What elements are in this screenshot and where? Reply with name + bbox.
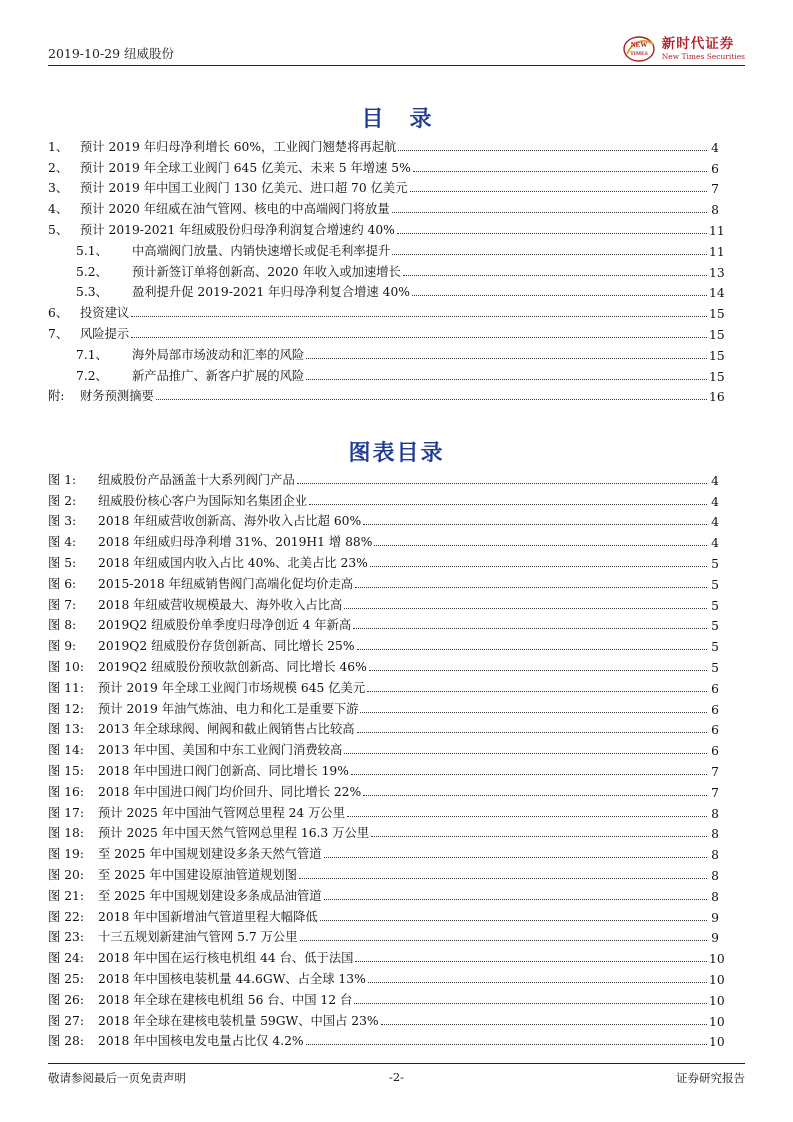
figure-entry[interactable] <box>48 987 725 1008</box>
figure-entry-number: 图 4: <box>48 535 77 550</box>
report-date-company: 2019-10-29 纽威股份 <box>48 46 175 61</box>
dot-leader <box>357 649 707 650</box>
toc-entry-number: 5.3、 <box>76 285 108 300</box>
figure-entry-text: 预计 2025 年中国天然气管网总里程 16.3 万公里 <box>98 826 370 841</box>
dot-leader <box>324 899 707 900</box>
figure-entry[interactable] <box>48 966 725 987</box>
dot-leader <box>392 212 707 213</box>
figure-entry-page: 10 <box>709 1014 725 1029</box>
figure-entry-number: 图 28: <box>48 1034 84 1049</box>
figure-entry-text: 纽威股份产品涵盖十大系列阀门产品 <box>98 472 295 487</box>
toc-entry-number: 3、 <box>48 181 69 196</box>
figure-entry-page: 8 <box>711 889 719 904</box>
dot-leader <box>306 379 707 380</box>
figure-entry[interactable] <box>48 696 719 717</box>
toc-entry-text: 预计 2020 年纽威在油气管网、核电的中高端阀门将放量 <box>80 202 390 217</box>
figure-entry-text: 预计 2019 年全球工业阀门市场规模 645 亿美元 <box>98 680 366 695</box>
figure-entry[interactable] <box>48 571 719 592</box>
figure-entry[interactable] <box>48 675 719 696</box>
dot-leader <box>344 753 707 754</box>
figure-entry-number: 图 17: <box>48 805 84 820</box>
toc-entry-number: 7.1、 <box>76 347 108 362</box>
toc-entry[interactable] <box>48 384 725 405</box>
figure-entry-number: 图 16: <box>48 784 84 799</box>
toc-entry-number: 1、 <box>48 139 69 154</box>
figure-entry-page: 7 <box>711 764 719 779</box>
figure-entry-number: 图 1: <box>48 472 77 487</box>
figure-entry-text: 2018 年全球在建核电机组 56 台、中国 12 台 <box>98 992 353 1007</box>
figure-entry-page: 10 <box>709 993 725 1008</box>
new-times-logo-icon <box>622 34 658 64</box>
figure-entry-number: 图 20: <box>48 867 84 882</box>
toc-entry-page: 14 <box>709 286 725 301</box>
figure-entry-text: 至 2025 年中国规划建设多条天然气管道 <box>98 847 322 862</box>
brand-name-cn: 新时代证券 <box>661 35 735 52</box>
dot-leader <box>306 1044 707 1045</box>
figure-entry-number: 图 6: <box>48 576 77 591</box>
toc-entry[interactable] <box>48 342 725 363</box>
figure-entry-page: 8 <box>711 806 719 821</box>
dot-leader <box>371 836 707 837</box>
toc-entry-page: 6 <box>711 161 719 176</box>
figure-entry-number: 图 26: <box>48 992 84 1007</box>
figure-entry-number: 图 5: <box>48 555 77 570</box>
toc-entry[interactable] <box>48 300 725 322</box>
dot-leader <box>297 483 707 484</box>
figure-entry[interactable] <box>48 737 719 758</box>
dot-leader <box>397 233 707 234</box>
figure-entry-page: 10 <box>709 952 725 967</box>
figure-entry-text: 预计 2019 年油气炼油、电力和化工是重要下游 <box>98 701 359 716</box>
dot-leader <box>324 857 707 858</box>
toc-entry-number: 5、 <box>48 222 69 237</box>
figure-entry-number: 图 23: <box>48 930 84 945</box>
dot-leader <box>370 566 707 567</box>
figure-entry-text: 至 2025 年中国建设原油管道规划图 <box>98 867 297 882</box>
dot-leader <box>413 171 707 172</box>
figure-entry[interactable] <box>48 862 719 883</box>
figure-entry-page: 9 <box>711 910 719 925</box>
toc-entry[interactable] <box>48 238 725 259</box>
toc-entry[interactable] <box>48 321 725 342</box>
dot-leader <box>309 504 707 505</box>
figure-entry-page: 5 <box>711 619 719 634</box>
figure-entry-text: 十三五规划新建油气管网 5.7 万公里 <box>98 930 298 945</box>
dot-leader <box>363 524 707 525</box>
figure-entry-page: 6 <box>711 723 719 738</box>
brand-name-en: New Times Securities <box>661 51 745 61</box>
svg-text:NEW: NEW <box>630 41 648 49</box>
toc-entry-text: 风险提示 <box>80 326 130 341</box>
figure-entry-page: 6 <box>711 744 719 759</box>
dot-leader <box>363 795 707 796</box>
dot-leader <box>300 940 707 941</box>
toc-entry[interactable] <box>48 155 719 176</box>
figure-entry[interactable] <box>48 945 725 967</box>
figures-title: 图表目录 <box>348 440 445 466</box>
dot-leader <box>131 316 707 317</box>
figure-entry-text: 2018 年全球在建核电装机量 59GW、中国占 23% <box>98 1013 379 1028</box>
figure-entry-page: 5 <box>711 556 719 571</box>
toc-entry[interactable] <box>48 363 725 384</box>
figure-entry-text: 预计 2025 年中国油气管网总里程 24 万公里 <box>98 805 346 820</box>
toc-entry-text: 财务预测摘要 <box>80 389 154 404</box>
footer-disclaimer: 敬请参阅最后一页免责声明 <box>48 1071 186 1085</box>
figure-entry[interactable] <box>48 841 719 862</box>
figure-entry-page: 8 <box>711 868 719 883</box>
figure-entry-number: 图 14: <box>48 743 84 758</box>
toc-title: 目录 <box>361 106 458 132</box>
figure-entry-text: 2018 年纽威营收规模最大、海外收入占比高 <box>98 597 343 612</box>
figure-entry[interactable] <box>48 550 719 571</box>
figure-entry-number: 图 27: <box>48 1013 84 1028</box>
brand-logo <box>622 34 745 64</box>
figure-entry[interactable] <box>48 925 719 946</box>
toc-entry-number: 7.2、 <box>76 368 108 383</box>
toc-entry[interactable] <box>48 134 719 155</box>
page-number: -2- <box>388 1070 405 1084</box>
figure-entry-page: 10 <box>709 972 725 987</box>
figure-entry-page: 4 <box>711 515 719 530</box>
figure-entry[interactable] <box>48 883 719 904</box>
toc-entry[interactable] <box>48 217 725 238</box>
toc-entry-number: 5.1、 <box>76 243 108 258</box>
dot-leader <box>320 920 707 921</box>
figure-entry-number: 图 2: <box>48 493 77 508</box>
figure-entry[interactable] <box>48 1008 725 1029</box>
figure-entry[interactable] <box>48 779 719 800</box>
figure-entry[interactable] <box>48 654 719 675</box>
figure-entry[interactable] <box>48 758 719 779</box>
toc-entry[interactable] <box>48 196 719 217</box>
dot-leader <box>392 254 707 255</box>
dot-leader <box>412 295 707 296</box>
figure-entry-page: 5 <box>711 660 719 675</box>
figure-entry[interactable] <box>48 529 719 550</box>
header-divider <box>48 65 745 66</box>
toc-entry-page: 8 <box>711 203 719 218</box>
toc-entry-page: 15 <box>709 307 725 322</box>
toc-entry-page: 15 <box>709 369 725 384</box>
toc-entry-page: 16 <box>709 390 725 405</box>
figure-entry-text: 2018 年中国进口阀门均价回升、同比增长 22% <box>98 784 362 799</box>
toc-entry-text: 盈利提升促 2019-2021 年归母净利复合增速 40% <box>132 285 410 300</box>
figure-entry-number: 图 10: <box>48 659 84 674</box>
figure-entry-page: 8 <box>711 827 719 842</box>
dot-leader <box>355 587 707 588</box>
figure-entry[interactable] <box>48 592 719 613</box>
toc-entry-page: 15 <box>709 327 725 342</box>
figure-entry-page: 9 <box>711 931 719 946</box>
figure-entry-page: 6 <box>711 681 719 696</box>
figure-entry-number: 图 18: <box>48 826 84 841</box>
toc-entry[interactable] <box>48 259 725 280</box>
figure-entry[interactable] <box>48 1029 725 1050</box>
figure-entry-page: 4 <box>711 536 719 551</box>
figure-entry-text: 2013 年中国、美国和中东工业阀门消费较高 <box>98 743 343 758</box>
dot-leader <box>344 608 707 609</box>
dot-leader <box>403 275 707 276</box>
dot-leader <box>131 337 707 338</box>
figure-entry[interactable] <box>48 467 719 488</box>
figure-entry-number: 图 15: <box>48 763 84 778</box>
figure-entry-number: 图 9: <box>48 639 77 654</box>
figure-entry-number: 图 7: <box>48 597 77 612</box>
figure-entry-text: 2019Q2 纽威股份预收款创新高、同比增长 46% <box>98 659 367 674</box>
figure-entry-number: 图 25: <box>48 971 84 986</box>
figure-entry-text: 2018 年中国核电装机量 44.6GW、占全球 13% <box>98 971 366 986</box>
figure-entry-page: 6 <box>711 702 719 717</box>
figure-entry-page: 4 <box>711 494 719 509</box>
toc-entry-number: 6、 <box>48 306 69 321</box>
footer-divider <box>48 1063 745 1064</box>
figure-entry[interactable] <box>48 821 719 842</box>
figure-entry-text: 2013 年全球球阀、闸阀和截止阀销售占比较高 <box>98 722 355 737</box>
toc-entry-page: 7 <box>711 182 719 197</box>
figure-entry-text: 2015-2018 年纽威销售阀门高端化促均价走高 <box>98 576 354 591</box>
toc-entry-text: 预计新签订单将创新高、2020 年收入或加速增长 <box>132 264 401 279</box>
toc-entry-text: 预计 2019 年全球工业阀门 645 亿美元、未来 5 年增速 5% <box>80 160 411 175</box>
figure-entry[interactable] <box>48 904 719 925</box>
figure-entry-page: 5 <box>711 598 719 613</box>
figure-entry-page: 7 <box>711 785 719 800</box>
toc-entry[interactable] <box>48 176 719 197</box>
figure-entry-text: 至 2025 年中国规划建设多条成品油管道 <box>98 888 322 903</box>
figure-entry-text: 2018 年中国新增油气管道里程大幅降低 <box>98 909 318 924</box>
toc-entry-number: 2、 <box>48 160 69 175</box>
figure-entry-text: 2018 年纽威国内收入占比 40%、北美占比 23% <box>98 555 368 570</box>
figure-entry-page: 5 <box>711 640 719 655</box>
dot-leader <box>355 961 707 962</box>
figure-entry[interactable] <box>48 717 719 738</box>
figure-entry-number: 图 12: <box>48 701 84 716</box>
page-header <box>48 34 745 64</box>
dot-leader <box>360 712 707 713</box>
svg-text:TIMES: TIMES <box>629 51 648 57</box>
figure-entry-text: 2019Q2 纽威股份存货创新高、同比增长 25% <box>98 639 355 654</box>
toc-entry-number: 7、 <box>48 326 69 341</box>
figure-entry-page: 4 <box>711 473 719 488</box>
figure-entry[interactable] <box>48 488 719 509</box>
figure-entry-number: 图 8: <box>48 618 77 633</box>
figure-entry-text: 2018 年中国进口阀门创新高、同比增长 19% <box>98 763 349 778</box>
figure-entry-text: 2019Q2 纽威股份单季度归母净创近 4 年新高 <box>98 618 352 633</box>
dot-leader <box>398 150 707 151</box>
figure-entry-text: 2018 年纽威归母净利增 31%、2019H1 增 88% <box>98 535 373 550</box>
dot-leader <box>368 982 707 983</box>
figure-entry-number: 图 21: <box>48 888 84 903</box>
dot-leader <box>353 628 707 629</box>
toc-entry-text: 投资建议 <box>80 306 130 321</box>
dot-leader <box>306 358 707 359</box>
toc-list <box>48 134 725 405</box>
toc-entry-text: 中高端阀门放量、内销快速增长或促毛利率提升 <box>132 243 391 258</box>
figure-entry-text: 2018 年中国在运行核电机组 44 台、低于法国 <box>98 951 354 966</box>
dot-leader <box>367 691 707 692</box>
figure-entry-number: 图 11: <box>48 680 84 695</box>
dot-leader <box>299 878 707 879</box>
figure-entry[interactable] <box>48 613 719 634</box>
toc-entry[interactable] <box>48 280 725 301</box>
toc-entry-text: 预计 2019 年归母净利增长 60%，工业阀门翘楚将再起航 <box>80 139 397 154</box>
page-footer <box>48 1070 745 1086</box>
figure-entry-number: 图 24: <box>48 951 84 966</box>
dot-leader <box>381 1024 707 1025</box>
figure-entry[interactable] <box>48 633 719 654</box>
toc-entry-number: 附: <box>48 389 65 404</box>
figure-entry-text: 2018 年中国核电发电量占比仅 4.2% <box>98 1034 304 1049</box>
toc-entry-page: 11 <box>709 223 725 238</box>
toc-entry-number: 5.2、 <box>76 264 108 279</box>
figure-entry-page: 10 <box>709 1035 725 1050</box>
dot-leader <box>374 545 707 546</box>
toc-entry-page: 11 <box>709 244 725 259</box>
dot-leader <box>347 816 707 817</box>
figure-entry-number: 图 19: <box>48 847 84 862</box>
figure-entry-page: 8 <box>711 848 719 863</box>
figures-list <box>48 467 725 1050</box>
toc-entry-number: 4、 <box>48 202 69 217</box>
dot-leader <box>354 1003 707 1004</box>
figure-entry-number: 图 22: <box>48 909 84 924</box>
toc-entry-page: 13 <box>709 265 725 280</box>
toc-entry-page: 4 <box>711 140 719 155</box>
figure-entry-page: 5 <box>711 577 719 592</box>
toc-entry-text: 海外局部市场波动和汇率的风险 <box>132 347 305 362</box>
toc-entry-text: 新产品推广、新客户扩展的风险 <box>132 368 305 383</box>
figure-entry-text: 2018 年纽威营收创新高、海外收入占比超 60% <box>98 514 362 529</box>
figure-entry[interactable] <box>48 509 719 530</box>
toc-entry-text: 预计 2019-2021 年纽威股份归母净利润复合增速约 40% <box>80 222 395 237</box>
dot-leader <box>369 670 707 671</box>
figure-entry-number: 图 3: <box>48 514 77 529</box>
figure-entry[interactable] <box>48 800 719 821</box>
toc-entry-text: 预计 2019 年中国工业阀门 130 亿美元、进口超 70 亿美元 <box>80 181 408 196</box>
dot-leader <box>156 399 707 400</box>
dot-leader <box>357 732 707 733</box>
dot-leader <box>410 191 707 192</box>
footer-report-type: 证券研究报告 <box>676 1071 745 1085</box>
dot-leader <box>351 774 707 775</box>
toc-entry-page: 15 <box>709 348 725 363</box>
figure-entry-text: 纽威股份核心客户为国际知名集团企业 <box>98 493 308 508</box>
figure-entry-number: 图 13: <box>48 722 84 737</box>
